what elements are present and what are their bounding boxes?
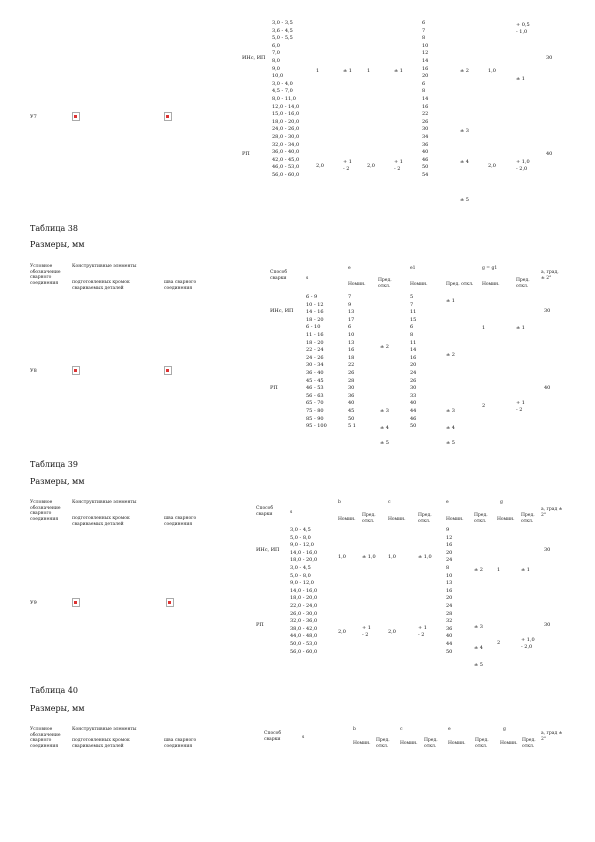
cell: 1 <box>367 68 371 74</box>
size-cell: 11 - 16 <box>306 331 324 338</box>
value-cell: 10 <box>446 572 453 579</box>
size-cell: 18,0 - 20,0 <box>290 557 318 564</box>
size-cell: 18,0 - 20,0 <box>272 118 300 125</box>
hdr-weld: шва сварного соединения <box>164 516 197 527</box>
hdr-dev: Пред. откл. <box>475 738 489 749</box>
hdr-nom: Номин. <box>482 282 500 287</box>
hdr-constr: Конструктивные элементы <box>72 500 137 505</box>
cell: - 2,0 <box>516 166 528 172</box>
cell: 40 <box>546 151 553 157</box>
hdr-method: Способ сварки <box>264 731 282 742</box>
method: РП <box>256 622 264 628</box>
cell: - 1,0 <box>516 29 528 35</box>
value-cell: 18 <box>348 354 355 361</box>
hdr-nom: Номин. <box>353 741 371 746</box>
hdr-dev: Пред. откл. <box>521 513 535 524</box>
t38-sizes <box>306 294 327 431</box>
size-cell: 44,0 - 48,0 <box>290 633 318 640</box>
value-cell: 14 <box>422 57 429 64</box>
broken-image-icon <box>166 598 174 607</box>
value-cell: 54 <box>422 171 429 178</box>
size-cell: 18 - 20 <box>306 316 324 323</box>
hdr-dev: Пред. откл. <box>516 278 530 289</box>
value-cell: 14 <box>422 95 429 102</box>
size-cell: 14,0 - 16,0 <box>290 587 318 594</box>
cell: 1 <box>316 68 320 74</box>
cell: + 1 <box>418 625 427 631</box>
cell: - 2 <box>418 632 425 638</box>
cell: ± 4 <box>474 645 483 651</box>
t38-conn: У8 <box>30 368 37 374</box>
cell: ± 3 <box>474 624 483 630</box>
hdr-nom: Номин. <box>446 517 464 522</box>
hdr-prep: подготовленных кромок свариваемых деталей <box>72 738 130 749</box>
cell: ± 2 <box>460 68 469 74</box>
size-cell: 9,0 - 12,0 <box>290 542 314 549</box>
hdr-weld: шва сварного соединения <box>164 280 197 291</box>
hdr-weld: шва сварного соединения <box>164 738 197 749</box>
hdr-g: g <box>500 500 503 505</box>
t39-conn: У9 <box>30 600 37 606</box>
hdr-dev: Пред. откл. <box>418 513 432 524</box>
cell: 2,0 <box>488 163 496 169</box>
table-40-subtitle: Размеры, мм <box>30 704 85 713</box>
size-cell: 6,0 <box>272 42 280 49</box>
hdr-dev: Пред. откл. <box>446 282 474 287</box>
table-38-subtitle: Размеры, мм <box>30 240 85 249</box>
cell: ± 1 <box>516 325 525 331</box>
size-cell: 65 - 70 <box>306 400 324 407</box>
size-cell: 56,0 - 60,0 <box>290 648 318 655</box>
cell: + 1 <box>516 400 525 406</box>
cell: ± 1 <box>343 68 352 74</box>
value-cell: 50 <box>348 415 355 422</box>
value-cell: 33 <box>410 392 417 399</box>
size-cell: 38,0 - 42,0 <box>290 625 318 632</box>
cell: ± 5 <box>460 197 469 203</box>
value-cell: 6 <box>422 20 426 26</box>
value-cell: 40 <box>446 633 453 640</box>
value-cell: 5 <box>410 294 414 300</box>
table-39-subtitle: Размеры, мм <box>30 477 85 486</box>
hdr-nom: Номин. <box>388 517 406 522</box>
value-cell: 28 <box>446 610 453 617</box>
method: РП <box>270 385 278 391</box>
cell: ± 5 <box>446 440 455 446</box>
cell: ± 1,0 <box>362 554 376 560</box>
hdr-prep: подготовленных кромок свариваемых деталей <box>72 516 130 527</box>
value-cell: 22 <box>348 362 355 369</box>
value-cell: 6 <box>410 324 414 331</box>
size-cell: 5,0 - 8,0 <box>290 534 311 541</box>
size-cell: 26,0 - 30,0 <box>290 610 318 617</box>
value-cell: 7 <box>422 27 426 34</box>
value-cell: 5 1 <box>348 423 356 430</box>
value-cell: 9 <box>446 527 450 533</box>
value-cell: 45 <box>348 407 355 414</box>
value-cell: 12 <box>422 50 429 57</box>
value-cell: 6 <box>348 324 352 331</box>
cell: 30 <box>544 622 551 628</box>
size-cell: 46,0 - 53,0 <box>272 164 300 171</box>
cell: ± 1 <box>516 76 525 82</box>
top-method2: РП <box>242 151 250 157</box>
size-cell: 5,0 - 8,0 <box>290 572 311 579</box>
cell: 2 <box>482 403 486 409</box>
size-cell: 8,0 - 11,0 <box>272 95 296 102</box>
value-cell: 40 <box>348 400 355 407</box>
size-cell: 32,0 - 34,0 <box>272 141 300 148</box>
value-cell: 50 <box>410 423 417 430</box>
value-cell: 10 <box>422 42 429 49</box>
size-cell: 24 - 26 <box>306 354 324 361</box>
cell: + 1,0 <box>516 159 530 165</box>
value-cell: 16 <box>422 103 429 110</box>
hdr-e: e <box>448 727 451 732</box>
hdr-s: s <box>290 510 293 515</box>
hdr-s: s <box>306 276 309 281</box>
cell: 2,0 <box>367 163 375 169</box>
hdr-nom: Номин. <box>338 517 356 522</box>
value-cell: 50 <box>446 648 453 655</box>
size-cell: 56,0 - 60,0 <box>272 171 300 178</box>
size-cell: 32,0 - 36,0 <box>290 618 318 625</box>
cell: ± 1 <box>446 298 455 304</box>
hdr-nom: Номин. <box>348 282 366 287</box>
value-cell: 7 <box>410 301 414 308</box>
cell: ± 1 <box>394 68 403 74</box>
cell: 1,0 <box>338 554 346 560</box>
hdr-dev: Пред. откл. <box>474 513 488 524</box>
hdr-dev: Пред. откл. <box>362 513 376 524</box>
size-cell: 36,0 - 40,0 <box>272 149 300 156</box>
hdr-conn: Условное обозначение сварного соединения <box>30 500 61 522</box>
cell: 2,0 <box>388 629 396 635</box>
size-cell: 95 - 100 <box>306 423 327 430</box>
value-cell: 10 <box>348 331 355 338</box>
cell: ± 3 <box>446 408 455 414</box>
size-cell: 46 - 53 <box>306 385 324 392</box>
cell: ± 5 <box>380 440 389 446</box>
value-cell: 26 <box>422 118 429 125</box>
value-cell: 30 <box>422 126 429 133</box>
method: ИНс, ИП <box>256 547 280 553</box>
cell: - 2,0 <box>521 644 533 650</box>
top-method1: ИНс, ИП <box>242 55 266 61</box>
size-cell: 14 - 16 <box>306 309 324 316</box>
value-cell: 24 <box>446 602 453 609</box>
top-sizes <box>272 20 299 179</box>
value-cell: 16 <box>422 65 429 72</box>
size-cell: 6 - 9 <box>306 294 318 300</box>
value-cell: 34 <box>422 133 429 140</box>
size-cell: 3,0 - 4,5 <box>290 527 311 533</box>
cell: 1,0 <box>388 554 396 560</box>
value-cell: 24 <box>410 369 417 376</box>
hdr-nom: Номин. <box>400 741 418 746</box>
cell: ± 2 <box>474 567 483 573</box>
size-cell: 3,0 - 4,5 <box>290 564 311 571</box>
cell: 1 <box>497 567 501 573</box>
hdr-g: g <box>503 727 506 732</box>
size-cell: 18 - 20 <box>306 339 324 346</box>
size-cell: 14,0 - 16,0 <box>290 549 318 556</box>
cell: ± 2 <box>446 352 455 358</box>
size-cell: 6 - 10 <box>306 324 321 331</box>
value-cell: 22 <box>422 111 429 118</box>
value-cell: 16 <box>348 347 355 354</box>
value-cell: 44 <box>446 640 453 647</box>
hdr-e1: e1 <box>410 266 416 271</box>
value-cell: 9 <box>348 301 352 308</box>
cell: ± 4 <box>460 159 469 165</box>
cell: 30 <box>544 308 551 314</box>
size-cell: 15,0 - 16,0 <box>272 111 300 118</box>
table-40-title: Таблица 40 <box>30 686 78 695</box>
size-cell: 3,0 - 4,0 <box>272 80 293 87</box>
cell: ± 3 <box>380 408 389 414</box>
cell: - 2 <box>343 166 350 172</box>
value-cell: 26 <box>348 369 355 376</box>
value-cell: 11 <box>410 309 417 316</box>
hdr-conn: Условное обозначение сварного соединения <box>30 264 61 286</box>
value-cell: 13 <box>348 309 355 316</box>
value-cell: 32 <box>446 618 453 625</box>
value-cell: 28 <box>348 377 355 384</box>
hdr-s: s <box>302 735 305 740</box>
value-cell: 12 <box>446 534 453 541</box>
broken-image-icon <box>72 112 80 121</box>
value-cell: 8 <box>446 564 450 571</box>
value-cell: 40 <box>410 400 417 407</box>
value-cell: 8 <box>422 35 426 42</box>
value-cell: 6 <box>422 80 426 87</box>
value-cell: 50 <box>422 164 429 171</box>
value-cell: 16 <box>446 542 453 549</box>
size-cell: 42,0 - 45,0 <box>272 156 300 163</box>
hdr-g: g = g1 <box>482 266 498 271</box>
table-38-title: Таблица 38 <box>30 224 78 233</box>
hdr-e: e <box>446 500 449 505</box>
size-cell: 28,0 - 30,0 <box>272 133 300 140</box>
hdr-b: b <box>353 727 356 732</box>
value-cell: 20 <box>422 73 429 80</box>
value-cell: 36 <box>446 625 453 632</box>
hdr-nom: Номин. <box>410 282 428 287</box>
size-cell: 9,0 - 12,0 <box>290 580 314 587</box>
t39-e <box>446 527 452 656</box>
size-cell: 8,0 <box>272 57 280 64</box>
hdr-c: c <box>388 500 391 505</box>
hdr-b: b <box>338 500 341 505</box>
value-cell: 8 <box>422 88 426 95</box>
size-cell: 3,0 - 3,5 <box>272 20 293 26</box>
cell: - 2 <box>516 407 523 413</box>
cell: ± 1,0 <box>418 554 432 560</box>
t39-sizes <box>290 527 317 656</box>
broken-image-icon <box>72 598 80 607</box>
cell: 2,0 <box>316 163 324 169</box>
hdr-dev: Пред. откл. <box>424 738 438 749</box>
value-cell: 40 <box>422 149 429 156</box>
size-cell: 56 - 63 <box>306 392 324 399</box>
cell: - 2 <box>362 632 369 638</box>
cell: 1,0 <box>488 68 496 74</box>
t38-e <box>348 294 356 431</box>
value-cell: 17 <box>348 316 355 323</box>
hdr-dev: Пред. откл. <box>378 278 392 289</box>
hdr-dev: Пред. откл. <box>522 738 536 749</box>
hdr-angle: a, град ± 2° <box>541 507 563 518</box>
value-cell: 30 <box>410 385 417 392</box>
size-cell: 7,0 <box>272 50 280 57</box>
top-conn: У7 <box>30 114 37 120</box>
top-e <box>422 20 428 179</box>
size-cell: 36 - 40 <box>306 369 324 376</box>
cell: ± 2 <box>380 344 389 350</box>
size-cell: 24,0 - 26,0 <box>272 126 300 133</box>
value-cell: 36 <box>422 141 429 148</box>
value-cell: 26 <box>410 377 417 384</box>
value-cell: 8 <box>410 331 414 338</box>
hdr-constr: Конструктивные элементы <box>72 727 137 732</box>
cell: 30 <box>546 55 553 61</box>
cell: + 0,5 <box>516 22 530 28</box>
size-cell: 85 - 90 <box>306 415 324 422</box>
broken-image-icon <box>164 366 172 375</box>
value-cell: 44 <box>410 407 417 414</box>
size-cell: 30 - 34 <box>306 362 324 369</box>
cell: + 1 <box>362 625 371 631</box>
value-cell: 13 <box>348 339 355 346</box>
value-cell: 16 <box>410 354 417 361</box>
cell: 2,0 <box>338 629 346 635</box>
hdr-conn: Условное обозначение сварного соединения <box>30 727 61 749</box>
hdr-method: Способ сварки <box>256 506 274 517</box>
value-cell: 46 <box>422 156 429 163</box>
table-39-title: Таблица 39 <box>30 460 78 469</box>
hdr-nom: Номин. <box>448 741 466 746</box>
hdr-angle: a, град ± 2° <box>541 731 563 742</box>
size-cell: 9,0 <box>272 65 280 72</box>
broken-image-icon <box>164 112 172 121</box>
value-cell: 11 <box>410 339 417 346</box>
value-cell: 20 <box>446 549 453 556</box>
size-cell: 45 - 45 <box>306 377 324 384</box>
cell: ± 1 <box>521 567 530 573</box>
cell: 30 <box>544 547 551 553</box>
value-cell: 13 <box>446 580 453 587</box>
cell: + 1 <box>343 159 352 165</box>
size-cell: 18,0 - 20,0 <box>290 595 318 602</box>
value-cell: 16 <box>446 587 453 594</box>
cell: ± 4 <box>446 425 455 431</box>
cell: + 1,0 <box>521 637 535 643</box>
hdr-dev: Пред. откл. <box>376 738 390 749</box>
size-cell: 10,0 <box>272 73 284 80</box>
size-cell: 22 - 24 <box>306 347 324 354</box>
size-cell: 5,0 - 5,5 <box>272 35 293 42</box>
broken-image-icon <box>72 366 80 375</box>
size-cell: 75 - 80 <box>306 407 324 414</box>
t38-e1 <box>410 294 416 431</box>
value-cell: 20 <box>446 595 453 602</box>
cell: ± 5 <box>474 662 483 668</box>
hdr-angle: a, град, ± 2° <box>541 270 559 281</box>
hdr-nom: Номин. <box>500 741 518 746</box>
cell: ± 3 <box>460 128 469 134</box>
hdr-c: c <box>400 727 403 732</box>
method: ИНс, ИП <box>270 308 294 314</box>
cell: - 2 <box>394 166 401 172</box>
hdr-method: Способ сварки <box>270 270 288 281</box>
size-cell: 22,0 - 24,0 <box>290 602 318 609</box>
cell: + 1 <box>394 159 403 165</box>
hdr-prep: подготовленных кромок свариваемых деталей <box>72 280 130 291</box>
size-cell: 10 - 12 <box>306 301 324 308</box>
size-cell: 12,0 - 14,0 <box>272 103 300 110</box>
size-cell: 4,5 - 7,0 <box>272 88 293 95</box>
value-cell: 46 <box>410 415 417 422</box>
value-cell: 30 <box>348 385 355 392</box>
hdr-nom: Номин. <box>497 517 515 522</box>
value-cell: 20 <box>410 362 417 369</box>
cell: 2 <box>497 640 501 646</box>
value-cell: 36 <box>348 392 355 399</box>
cell: ± 4 <box>380 425 389 431</box>
value-cell: 24 <box>446 557 453 564</box>
value-cell: 7 <box>348 294 352 300</box>
cell: 1 <box>482 325 486 331</box>
value-cell: 14 <box>410 347 417 354</box>
size-cell: 3,6 - 4,5 <box>272 27 293 34</box>
value-cell: 15 <box>410 316 417 323</box>
hdr-e: e <box>348 266 351 271</box>
hdr-constr: Конструктивные элементы <box>72 264 137 269</box>
size-cell: 50,0 - 53,0 <box>290 640 318 647</box>
cell: 40 <box>544 385 551 391</box>
